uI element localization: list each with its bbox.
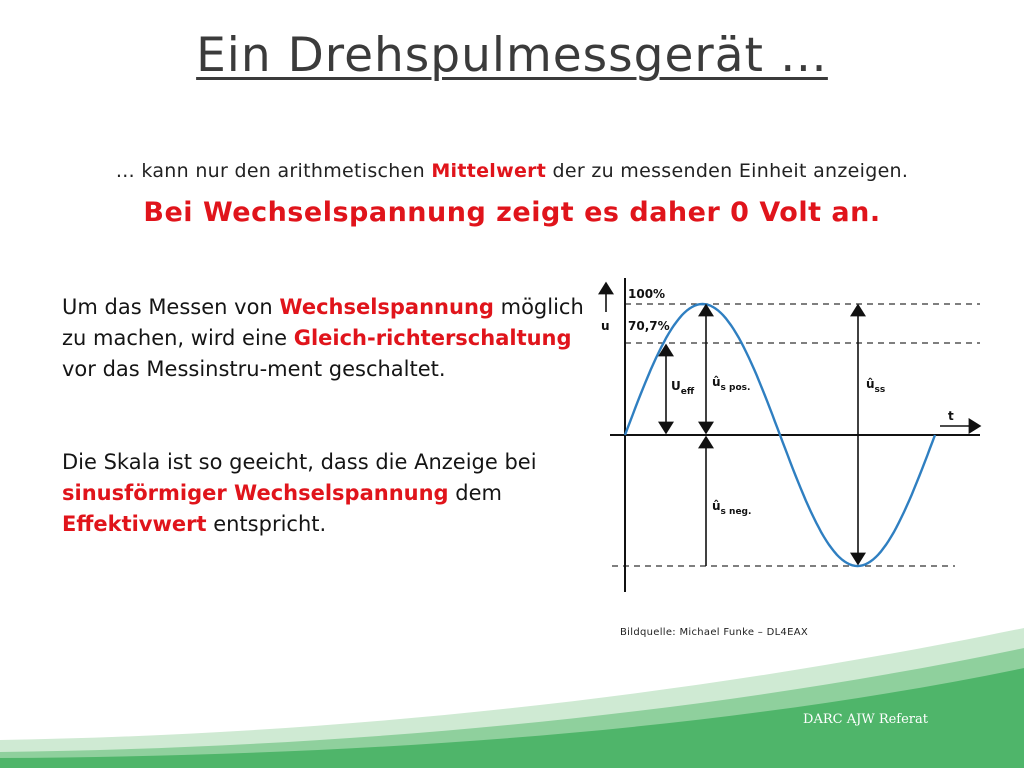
- ueff-label: $U_{eff}$: [671, 379, 695, 397]
- u-axis-label: u: [601, 319, 610, 333]
- us-pos-label: $û_{s pos.}$: [712, 375, 751, 393]
- subtitle-highlight: Mittelwert: [431, 160, 547, 182]
- paragraph2-highlight2: Effektivwert: [62, 512, 207, 536]
- paragraph1-highlight2: Gleich-richterschaltung: [293, 326, 572, 350]
- image-credit: Bildquelle: Michael Funke – DL4EAX: [620, 627, 809, 638]
- paragraph2-text2: dem: [448, 481, 502, 505]
- us-neg-label: $û_{s neg.}$: [712, 499, 752, 517]
- paragraph1-text2: möglich zu machen, wird eine: [62, 295, 584, 350]
- paragraph1-text3: vor das Messinstru-ment geschaltet.: [62, 357, 446, 381]
- sine-wave-diagram: [595, 272, 985, 592]
- label-707-percent: 70,7%: [628, 319, 670, 333]
- subtitle-suffix: der zu messenden Einheit anzeigen.: [546, 160, 909, 182]
- paragraph1-highlight1: Wechselspannung: [279, 295, 494, 319]
- paragraph2-highlight1: sinusförmiger Wechselspannung: [62, 481, 449, 505]
- subtitle-prefix: … kann nur den arithmetischen: [115, 160, 432, 182]
- headline: Bei Wechselspannung zeigt es daher 0 Volt an.: [143, 197, 881, 228]
- t-axis-label: t: [948, 409, 954, 423]
- paragraph1-text1: Um das Messen von: [62, 295, 280, 319]
- paragraph2-text3: entspricht.: [206, 512, 327, 536]
- label-100-percent: 100%: [628, 287, 666, 301]
- page-title: Ein Drehspulmessgerät …: [196, 28, 828, 83]
- uss-label: $û_{ss}$: [866, 377, 886, 395]
- paragraph-rectifier: [62, 292, 602, 385]
- paragraph-scale: [62, 447, 602, 540]
- footer-text: DARC AJW Referat: [803, 712, 928, 727]
- subtitle: [0, 160, 1024, 182]
- paragraph2-text1: Die Skala ist so geeicht, dass die Anzeige bei: [62, 450, 537, 474]
